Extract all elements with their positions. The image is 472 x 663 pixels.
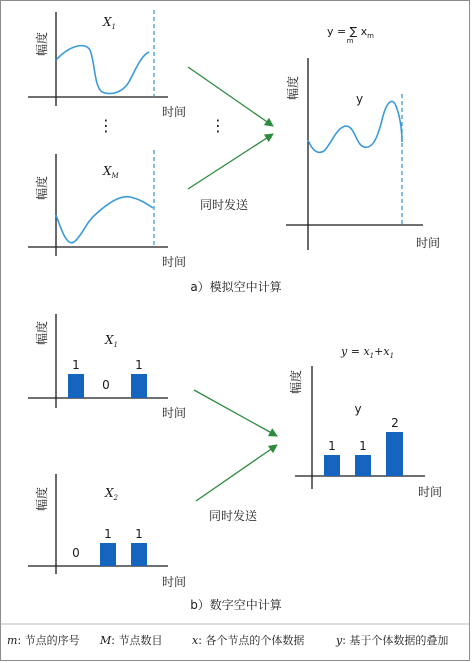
- vertical-ellipsis: ⋮: [98, 116, 114, 135]
- amplitude-label: 幅度: [35, 31, 49, 57]
- amplitude-label: 幅度: [35, 486, 49, 512]
- send-simultaneously-label: 同时发送: [200, 198, 249, 212]
- bit-value: 0: [102, 378, 110, 392]
- signal-x1-label: $X_1$: [103, 15, 117, 31]
- caption-analog: a）模拟空中计算: [190, 280, 282, 294]
- sum-formula: $y = x_1+x_1$: [341, 345, 395, 360]
- time-label: 时间: [162, 406, 187, 420]
- bit-bar: [100, 543, 116, 566]
- bit-bar: [131, 543, 147, 566]
- analog-result-plot: [285, 25, 440, 250]
- vertical-ellipsis: ⋮: [210, 116, 226, 135]
- sum-formula: y = ∑ $x_m$: [327, 25, 374, 40]
- transmit-arrow: [194, 390, 277, 436]
- sum-index: m: [346, 37, 354, 45]
- amplitude-label: 幅度: [286, 75, 300, 101]
- result-y-label: y: [354, 402, 362, 416]
- sum-bar: [355, 455, 371, 476]
- signal-x1-label: $X_1$: [105, 333, 119, 349]
- sum-bar: [386, 432, 403, 476]
- signal-curve: [56, 197, 153, 243]
- amplitude-label: 幅度: [35, 320, 49, 346]
- amplitude-label: 幅度: [289, 369, 303, 395]
- sum-bar: [324, 455, 340, 476]
- result-y-label: y: [356, 92, 364, 106]
- digital-plot-2: [28, 474, 186, 589]
- transmit-arrow: [188, 134, 273, 189]
- signal-x2-label: $X_2$: [105, 486, 119, 502]
- signal-curve: [56, 46, 149, 94]
- bit-value: 1: [72, 358, 80, 372]
- caption-digital: b）数字空中计算: [190, 598, 282, 612]
- time-label: 时间: [162, 105, 187, 119]
- sum-value: 1: [328, 439, 336, 453]
- bit-bar: [131, 374, 147, 398]
- digital-result-plot: [288, 345, 442, 499]
- bit-bar: [68, 374, 84, 398]
- sum-value: 2: [391, 416, 399, 430]
- amplitude-label: 幅度: [35, 175, 49, 201]
- time-label: 时间: [162, 255, 187, 269]
- bit-value: 1: [135, 358, 143, 372]
- send-simultaneously-label: 同时发送: [209, 509, 258, 523]
- bit-value: 0: [72, 546, 80, 560]
- sum-curve: [308, 101, 402, 152]
- sum-value: 1: [359, 439, 367, 453]
- transmit-arrow: [196, 445, 277, 501]
- time-label: 时间: [416, 236, 441, 250]
- bit-value: 1: [135, 527, 143, 541]
- time-label: 时间: [418, 485, 443, 499]
- transmit-arrow: [188, 67, 273, 126]
- digital-plot-1: [28, 314, 186, 420]
- bit-value: 1: [104, 527, 112, 541]
- time-label: 时间: [162, 575, 187, 589]
- analog-plot-1: [28, 10, 186, 119]
- signal-xm-label: $X_M$: [103, 164, 119, 180]
- legend-line: m: 节点的序号 M: 节点数目 x: 各个节点的个体数据 y: 基于个体数据的叠加: [7, 634, 449, 647]
- analog-plot-2: [28, 150, 186, 269]
